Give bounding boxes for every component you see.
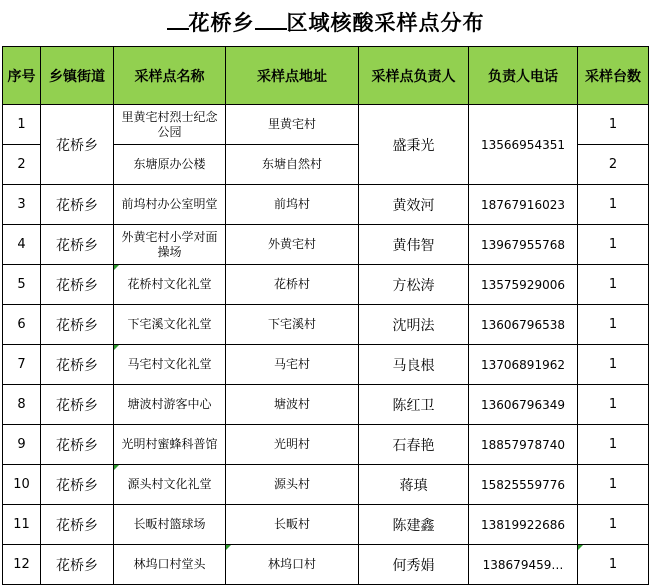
- cell-count: 1: [578, 425, 649, 465]
- cell-site-address: 下宅溪村: [226, 305, 359, 345]
- cell-site-name: 下宅溪文化礼堂: [114, 305, 226, 345]
- table-row: [3, 505, 649, 545]
- cell-person: 陈建鑫: [359, 505, 469, 545]
- cell-town: 花桥乡: [41, 105, 114, 185]
- cell-site-name: 林坞口村堂头: [114, 545, 226, 585]
- cell-town: 花桥乡: [41, 265, 114, 305]
- cell-no: 10: [3, 465, 41, 505]
- title-underline-right: [255, 28, 287, 30]
- title-suffix: 区域核酸采样点分布: [286, 11, 485, 35]
- table-row: [3, 545, 649, 585]
- cell-site-address: 长畈村: [226, 505, 359, 545]
- cell-town: 花桥乡: [41, 545, 114, 585]
- cell-phone: 18857978740: [469, 425, 578, 465]
- sampling-sites-table: [2, 46, 649, 585]
- cell-town: 花桥乡: [41, 225, 114, 265]
- cell-person: 方松涛: [359, 265, 469, 305]
- table-row: [3, 265, 649, 305]
- table-row: [3, 185, 649, 225]
- cell-count: 1: [578, 305, 649, 345]
- table-row: [3, 105, 649, 145]
- cell-person: 蒋瑱: [359, 465, 469, 505]
- title-town: 花桥乡: [188, 11, 255, 35]
- header-no: 序号: [3, 47, 41, 105]
- cell-phone: 13967955768: [469, 225, 578, 265]
- cell-site-name: 里黄宅村烈士纪念公园: [114, 105, 226, 145]
- cell-site-address: 里黄宅村: [226, 105, 359, 145]
- cell-site-name: 外黄宅村小学对面操场: [114, 225, 226, 265]
- cell-phone: 13575929006: [469, 265, 578, 305]
- cell-no: 6: [3, 305, 41, 345]
- table-row: [3, 425, 649, 465]
- cell-person: 陈红卫: [359, 385, 469, 425]
- title-underline-left: [167, 28, 189, 30]
- cell-town: 花桥乡: [41, 505, 114, 545]
- cell-town: 花桥乡: [41, 465, 114, 505]
- cell-count: 1: [578, 265, 649, 305]
- cell-site-name: 源头村文化礼堂: [114, 465, 226, 505]
- header-site-name: 采样点名称: [114, 47, 226, 105]
- cell-phone: 13566954351: [469, 105, 578, 185]
- cell-count: 1: [578, 465, 649, 505]
- table-row: [3, 225, 649, 265]
- cell-site-address: 马宅村: [226, 345, 359, 385]
- cell-site-name: 前坞村办公室明堂: [114, 185, 226, 225]
- cell-count: 1: [578, 345, 649, 385]
- cell-no: 9: [3, 425, 41, 465]
- cell-no: 8: [3, 385, 41, 425]
- cell-count: 1: [578, 105, 649, 145]
- cell-site-address: 花桥村: [226, 265, 359, 305]
- cell-town: 花桥乡: [41, 385, 114, 425]
- cell-phone: 13606796349: [469, 385, 578, 425]
- table-row: [3, 345, 649, 385]
- header-site-address: 采样点地址: [226, 47, 359, 105]
- cell-no: 2: [3, 145, 41, 185]
- cell-site-name: 长畈村篮球场: [114, 505, 226, 545]
- cell-site-name: 东塘原办公楼: [114, 145, 226, 185]
- cell-town: 花桥乡: [41, 185, 114, 225]
- cell-site-name: 塘波村游客中心: [114, 385, 226, 425]
- cell-person: 何秀娟: [359, 545, 469, 585]
- cell-no: 4: [3, 225, 41, 265]
- cell-site-name: 光明村蜜蜂科普馆: [114, 425, 226, 465]
- cell-town: 花桥乡: [41, 305, 114, 345]
- cell-count: 2: [578, 145, 649, 185]
- cell-no: 3: [3, 185, 41, 225]
- table-row: [3, 385, 649, 425]
- cell-person: 黄效河: [359, 185, 469, 225]
- cell-site-address: 东塘自然村: [226, 145, 359, 185]
- cell-phone: 15825559776: [469, 465, 578, 505]
- cell-person: 沈明法: [359, 305, 469, 345]
- cell-count: 1: [578, 545, 649, 585]
- cell-site-address: 林坞口村: [226, 545, 359, 585]
- cell-no: 1: [3, 105, 41, 145]
- cell-person: 盛秉光: [359, 105, 469, 185]
- cell-person: 黄伟智: [359, 225, 469, 265]
- cell-person: 马良根: [359, 345, 469, 385]
- cell-town: 花桥乡: [41, 345, 114, 385]
- table-row: [3, 465, 649, 505]
- cell-town: 花桥乡: [41, 425, 114, 465]
- page-title: [0, 0, 651, 46]
- cell-count: 1: [578, 185, 649, 225]
- cell-site-address: 光明村: [226, 425, 359, 465]
- cell-no: 5: [3, 265, 41, 305]
- cell-no: 12: [3, 545, 41, 585]
- cell-count: 1: [578, 505, 649, 545]
- table-row: [3, 305, 649, 345]
- header-count: 采样台数: [578, 47, 649, 105]
- cell-site-address: 外黄宅村: [226, 225, 359, 265]
- cell-count: 1: [578, 385, 649, 425]
- cell-site-address: 源头村: [226, 465, 359, 505]
- cell-count: 1: [578, 225, 649, 265]
- table-header-row: [3, 47, 649, 105]
- cell-no: 11: [3, 505, 41, 545]
- header-phone: 负责人电话: [469, 47, 578, 105]
- header-town: 乡镇街道: [41, 47, 114, 105]
- cell-phone: 13606796538: [469, 305, 578, 345]
- cell-site-name: 马宅村文化礼堂: [114, 345, 226, 385]
- cell-person: 石春艳: [359, 425, 469, 465]
- cell-site-name: 花桥村文化礼堂: [114, 265, 226, 305]
- cell-no: 7: [3, 345, 41, 385]
- cell-phone: 18767916023: [469, 185, 578, 225]
- cell-phone: 13819922686: [469, 505, 578, 545]
- cell-site-address: 塘波村: [226, 385, 359, 425]
- header-person: 采样点负责人: [359, 47, 469, 105]
- cell-phone: 13706891962: [469, 345, 578, 385]
- cell-site-address: 前坞村: [226, 185, 359, 225]
- cell-phone: 138679459…: [469, 545, 578, 585]
